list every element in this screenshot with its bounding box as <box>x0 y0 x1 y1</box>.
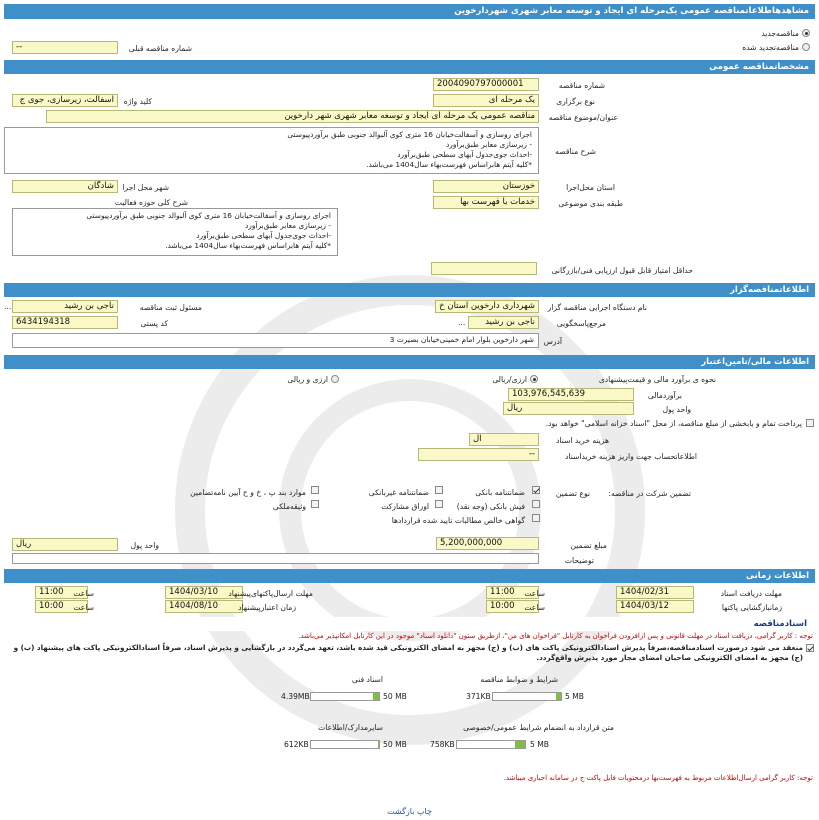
new-tender-label: مناقصه‌جدید <box>761 29 799 38</box>
org-label: نام دستگاه اجرایی مناقصه گزار <box>547 303 647 312</box>
g-check-checkbox[interactable] <box>532 500 540 508</box>
send-deadline-date[interactable]: 1404/03/10 <box>165 586 243 599</box>
file-max-1: 50 MB <box>383 692 407 701</box>
g-bonds-checkbox[interactable] <box>435 500 443 508</box>
file-progress-0 <box>492 692 562 701</box>
documents-note2: منعقد می شود درصورت اسنادمناقصه،صرفاً پذیرش اسنادالکترونیکی پاکت های (ب) و (ج) مجهز به امضای الکترونیکی قید شده باشد، تعهد می‌گردد در بازگشایی و پذیرش اسناد، صرفاً اسنادالکترونیکی پاکت های پیشنهاد (ب) و (ج) مجهز به امضای الکترونیکی صاحبان امضای مجاز مورد پذیرش واقع‌گردد. <box>13 643 803 662</box>
documents-note1: توجه : کاربر گرامی، دریافت اسناد در مهلت قانونی و پس ازافزودن فراخوان به کارتابل "فراخوان های من"، ازطریق ستون "دانلود اسناد" موجود در این کارتابل امکانپذیر می‌باشد. <box>298 632 813 640</box>
validity-date[interactable]: 1404/08/10 <box>165 600 243 613</box>
category-field[interactable]: خدمات با فهرست بها <box>433 196 539 209</box>
guarantee-type-label: نوع تضمین <box>555 489 590 498</box>
file-size-1: 4.39MB <box>281 692 310 701</box>
estimate-opt1-label: ارزی/ریالی <box>492 375 527 384</box>
guarantee-amount-field[interactable]: 5,200,000,000 <box>436 537 539 550</box>
file-title-1: اسناد فنی <box>351 675 383 684</box>
opening-date[interactable]: 1404/03/12 <box>616 600 694 613</box>
print-link[interactable]: چاپ <box>416 807 432 816</box>
responsible-label: مسئول ثبت مناقصه <box>139 303 202 312</box>
section-timing-title: اطلاعات زمانی <box>745 571 809 581</box>
keyword-label: کلید واژه <box>123 97 152 106</box>
file-size-0: 371KB <box>466 692 491 701</box>
validity-time[interactable]: 10:00 <box>35 600 88 613</box>
page-title-bar <box>4 4 815 19</box>
file-title-2: متن قرارداد به انضمام شرایط عمومی/خصوصی <box>463 723 614 732</box>
file-max-2: 5 MB <box>530 740 550 749</box>
g-clause-label: موارد بند پ ، خ و ح آیین نامه‌تضامین <box>190 488 306 497</box>
holding-type-label: نوع برگزاری <box>556 97 595 106</box>
category-label: طبقه بندی موضوعی <box>558 199 623 208</box>
opening-label: زمانبازگشایی پاکتها <box>721 603 782 612</box>
tender-number-label: شماره مناقصه <box>558 81 605 90</box>
doc-deadline-label: مهلت دریافت اسناد <box>720 589 782 598</box>
g-nonbank-label: ضمانتنامه غیربانکی <box>368 488 429 497</box>
subject-label: عنوان/موضوع مناقصه <box>548 113 618 122</box>
guarantee-currency-field[interactable]: ریال <box>12 538 118 551</box>
activity-box[interactable]: اجرای روسازی و آسفالت‌خیابان 16 متری کوی آلبوالد جنوبی طبق برآوردپیوستی - زیرسازی معابر طبق‌برآورد -احداث جوی‌جدول آبهای سطحی طبق‌برآورد *کلیه آیتم هابراساس فهرست‌بهاء سال1404 می‌باشد. <box>12 208 338 256</box>
estimate-type-label: نحوه ی برآورد مالی و قیمت‌پیشنهادی <box>598 375 716 384</box>
notes-box[interactable] <box>12 553 539 564</box>
section-finance-title: اطلاعات مالی/تامین‌اعتبار <box>701 357 809 367</box>
min-score-field[interactable] <box>431 262 537 275</box>
activity-label: شرح کلی حوزه فعالیت <box>114 198 188 207</box>
section-general-title: مشخصاتمناقصه عمومی <box>709 62 809 72</box>
province-field[interactable]: خوزستان <box>433 180 539 193</box>
doc-deadline-date[interactable]: 1404/02/31 <box>616 586 694 599</box>
opening-time-label: ساعت <box>524 603 545 612</box>
guarantee-currency-label: واحد پول <box>130 541 159 550</box>
address-box[interactable]: شهر دارخوین بلوار امام خمینی‌خیابان بصیرت 3 <box>12 333 539 348</box>
renewed-tender-label: مناقصه‌تجدید شده <box>742 43 799 52</box>
g-claims-label: گواهی خالص مطالبات تایید شده قراردادها <box>391 516 525 525</box>
file-max-0: 5 MB <box>565 692 585 701</box>
currency-field[interactable]: ریال <box>503 402 634 415</box>
holding-type-field[interactable]: یک مرحله ای <box>433 94 539 107</box>
documents-note3: توجه: کاربر گرامی ارسال‌اطلاعات مربوط به فهرست‌بها درمحتویات فایل پاکت ج در سامانه اجباری میباشد. <box>503 774 813 782</box>
section-general <box>4 60 815 74</box>
notes-label: توضیحات <box>564 556 594 565</box>
doc-fee-label: هزینه خرید اسناد <box>556 436 609 445</box>
address-label: آدرس <box>543 337 562 346</box>
contact-dots[interactable]: ... <box>458 318 466 327</box>
description-box[interactable]: اجرای روسازی و آسفالت‌خیابان 16 متری کوی آلبوالد جنوبی طبق برآوردپیوستی - زیرسازی معابر طبق‌برآورد -احداث جوی‌جدول آبهای سطحی طبق‌برآورد *کلیه آیتم هابراساس فهرست‌بهاء سال1404 می‌باشد. <box>4 127 539 174</box>
account-label: اطلاعاتحساب جهت واریز هزینه خریداسناد <box>565 452 697 461</box>
responsible-dots[interactable]: ... <box>4 302 12 311</box>
doc-deadline-time[interactable]: 11:00 <box>486 586 539 599</box>
contact-field[interactable]: ناجی بن رشید <box>468 316 539 329</box>
doc-deadline-time-label: ساعت <box>524 589 545 598</box>
postal-field[interactable]: 6434194318 <box>12 316 118 329</box>
previous-number-field[interactable]: -- <box>12 41 118 54</box>
new-tender-radio[interactable] <box>802 29 810 37</box>
section-organizer-title: اطلاعاتمناقصه‌گزار <box>729 285 809 295</box>
account-field[interactable]: -- <box>418 448 539 461</box>
city-field[interactable]: شادگان <box>12 180 118 193</box>
send-deadline-label: مهلت ارسال‌پاکتهای‌پیشنهاد <box>228 589 313 598</box>
estimate-opt1-radio[interactable] <box>530 375 538 383</box>
validity-label: زمان اعتبارپیشنهاد <box>238 603 296 612</box>
contact-label: مرجع‌پاسخگویی <box>556 319 606 328</box>
estimate-field[interactable]: 103,976,545,639 <box>508 388 634 401</box>
org-field[interactable]: شهرداری دارخوین استان خ <box>435 300 539 313</box>
g-check-label: فیش بانکی (وجه نقد) <box>456 502 525 511</box>
subject-field[interactable]: مناقصه عمومی یک مرحله ای ایجاد و توسعه معابر شهری شهر دارخوین <box>46 110 539 123</box>
opening-time[interactable]: 10:00 <box>486 600 539 613</box>
g-nonbank-checkbox[interactable] <box>435 486 443 494</box>
estimate-opt2-radio[interactable] <box>331 375 339 383</box>
section-timing <box>4 569 815 583</box>
g-bonds-label: اوراق مشارکت <box>381 502 429 511</box>
validity-time-label: ساعت <box>73 603 94 612</box>
file-title-3: سایرمدارک/اطلاعات <box>318 723 383 732</box>
tender-number-field[interactable]: 2004090797000001 <box>433 78 539 91</box>
electronic-docs-checkbox[interactable] <box>806 644 814 652</box>
treasury-text: پرداخت تمام و یابخشی از مبلغ مناقصه، از محل "اسناد خزانه اسلامی" خواهد بود. <box>545 419 802 428</box>
g-clause-checkbox[interactable] <box>311 486 319 494</box>
file-size-3: 612KB <box>284 740 309 749</box>
file-title-0: شرایط و ضوابط مناقصه <box>480 675 558 684</box>
file-max-3: 50 MB <box>383 740 407 749</box>
g-claims-checkbox[interactable] <box>532 514 540 522</box>
city-label: شهر محل اجرا <box>122 183 169 192</box>
file-progress-3 <box>310 740 380 749</box>
g-bank-checkbox[interactable] <box>532 486 540 494</box>
estimate-opt2-label: ارزی و ریالی <box>287 375 328 384</box>
estimate-label: برآوردمالی <box>647 391 682 400</box>
g-bank-label: ضمانتنامه بانکی <box>475 488 525 497</box>
doc-fee-field[interactable]: ال <box>469 433 539 446</box>
file-progress-2 <box>456 740 526 749</box>
province-label: استان محل‌اجرا <box>566 183 615 192</box>
previous-number-label: شماره مناقصه قبلی <box>128 44 192 53</box>
section-documents-title: اسنادمناقصه <box>753 619 807 629</box>
send-deadline-time[interactable]: 11:00 <box>35 586 88 599</box>
responsible-field[interactable]: ناجی بن رشید <box>12 300 118 313</box>
description-label: شرح مناقصه <box>555 147 596 156</box>
keyword-field[interactable]: آسفالت، زیرسازی، جوی ج <box>12 94 118 107</box>
page-title: مشاهدهاطلاعاتمناقصه عمومی یک‌مرحله ای ایجاد و توسعه معابر شهری شهردارخوین <box>454 6 809 16</box>
treasury-checkbox[interactable] <box>806 419 814 427</box>
back-link[interactable]: بازگشت <box>387 807 415 816</box>
guarantee-label: تضمین شرکت در مناقصه: <box>608 489 691 498</box>
g-property-label: وثیقه‌ملکی <box>272 502 306 511</box>
min-score-label: حداقل امتیاز قابل قبول ارزیابی فنی/بازرگانی <box>551 266 693 275</box>
postal-label: کد پستی <box>140 319 168 328</box>
send-deadline-time-label: ساعت <box>73 589 94 598</box>
section-documents <box>4 617 815 631</box>
file-size-2: 758KB <box>430 740 455 749</box>
guarantee-amount-label: مبلغ تضمین <box>570 541 607 550</box>
section-organizer <box>4 283 815 297</box>
section-finance <box>4 355 815 369</box>
renewed-tender-radio[interactable] <box>802 43 810 51</box>
currency-label: واحد پول <box>662 405 691 414</box>
file-progress-1 <box>310 692 380 701</box>
g-property-checkbox[interactable] <box>311 500 319 508</box>
